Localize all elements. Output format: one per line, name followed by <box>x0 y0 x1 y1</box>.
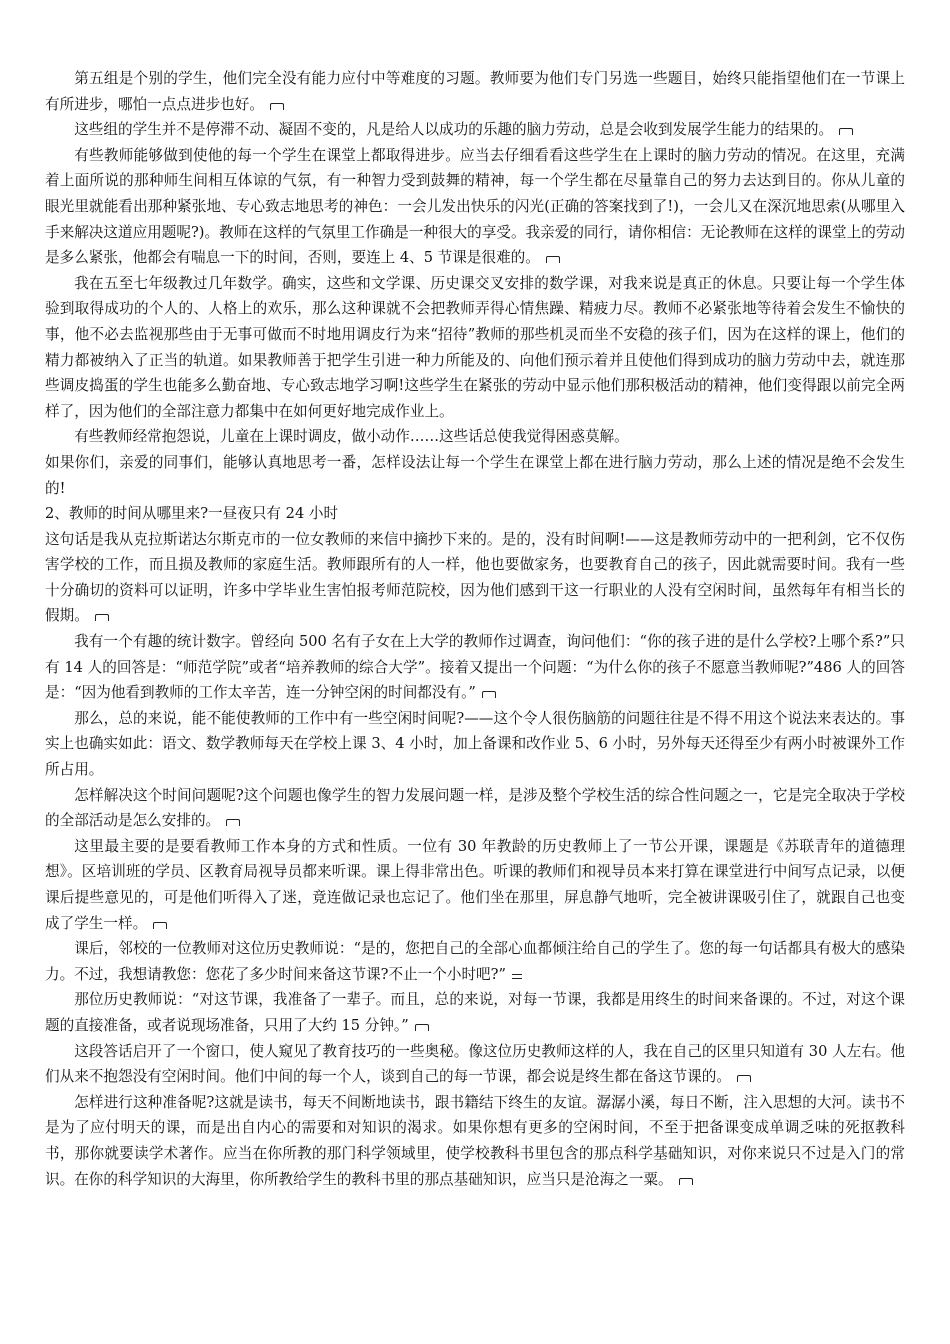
paragraph-text: 我有一个有趣的统计数字。曾经向 500 名有子女在上大学的教师作过调查，询问他们：“你的孩子进的是什么学校?上哪个系?”只有 14 人的回答是：“师范学院”或者“培养教师的综合大学”。接着又提出一个问题：“为什么你的孩子不愿意当教师呢?”486 人的回答是：“因为他看到教师的工作太辛苦，连一分钟空闲的时间都没有。” <box>45 633 905 702</box>
paragraph <box>45 66 905 117</box>
paragraph <box>45 271 905 425</box>
paragraph <box>45 527 905 629</box>
document-page <box>45 66 905 1192</box>
small-return-mark-icon <box>512 970 522 980</box>
return-mark-icon <box>679 1175 693 1185</box>
return-mark-icon <box>226 816 240 826</box>
paragraph <box>45 834 905 936</box>
paragraph <box>45 629 905 706</box>
paragraph <box>45 783 905 834</box>
return-mark-icon <box>737 1072 751 1082</box>
paragraph-text: 怎样进行这种准备呢?这就是读书，每天不间断地读书，跟书籍结下终生的友谊。潺潺小溪，每日不断，注入思想的大河。读书不是为了应付明天的课，而是出自内心的需要和对知识的渴求。如果你想有更多的空闲时间，不至于把备课变成单调乏味的死抠教科书，那你就要读学术著作。应当在你所教的那门科学领域里，使学校教科书里包含的那点科学基础知识，对你来说只不过是入门的常识。在你的科学知识的大海里，你所教给学生的教科书里的那点基础知识，应当只是沧海之一粟。 <box>45 1093 905 1188</box>
paragraph-text: 有些教师经常抱怨说，儿童在上课时调皮，做小动作……这些话总使我觉得困惑莫解。 <box>74 428 629 446</box>
paragraph <box>45 706 905 783</box>
paragraph <box>45 1090 905 1192</box>
paragraph <box>45 424 905 450</box>
paragraph-text: 那位历史教师说：“对这节课，我准备了一辈子。而且，总的来说，对每一节课，我都是用终生的时间来备课的。不过，对这个课题的直接准备，或者说现场准备，只用了大约 15 分钟。” <box>45 991 905 1034</box>
paragraph <box>45 1039 905 1090</box>
paragraph <box>45 987 905 1038</box>
paragraph <box>45 450 905 501</box>
paragraph <box>45 143 905 271</box>
paragraph-text: 这里最主要的是要看教师工作本身的方式和性质。一位有 30 年教龄的历史教师上了一节公开课，课题是《苏联青年的道德理想》。区培训班的学员、区教育局视导员都来听课。课上得非常出色。听课的教师们和视导员本来打算在课堂进行中间写点记录，以便课后提些意见的，可是他们听得入了迷，竟连做记录也忘记了。他们坐在那里，屏息静气地听，完全被讲课吸引住了，就跟自己也变成了学生一样。 <box>45 837 905 932</box>
paragraph <box>45 117 905 143</box>
return-mark-icon <box>153 919 167 929</box>
paragraph-text: 有些教师能够做到使他的每一个学生在课堂上都取得进步。应当去仔细看看这些学生在上课时的脑力劳动的情况。在这里，充满着上面所说的那种师生间相互体谅的气氛，有一种智力受到鼓舞的精神，每一个学生都在尽量靠自己的努力去达到目的。你从儿童的眼光里就能看出那种紧张地、专心致志地思考的神色：一会儿发出快乐的闪光(正确的答案找到了!)，一会儿又在深沉地思索(从哪里入手来解决这道应用题呢?)。教师在这样的气氛里工作确是一种很大的享受。我亲爱的同行，请你相信：无论教师在这样的课堂上的劳动是多么紧张，他都会有喘息一下的时间，否则，要连上 4、5 节课是很难的。 <box>45 146 905 267</box>
paragraph <box>45 936 905 987</box>
return-mark-icon <box>482 688 496 698</box>
paragraph-text: 课后，邻校的一位教师对这位历史教师说：“是的，您把自己的全部心血都倾注给自己的学生了。您的每一句话都具有极大的感染力。不过，我想请教您：您花了多少时间来备这节课?不止一个小时吧?” <box>45 940 905 983</box>
paragraph-text: 这段答话启开了一个窗口，使人窥见了教育技巧的一些奥秘。像这位历史教师这样的人，我在自己的区里只知道有 30 人左右。他们从来不抱怨没有空闲时间。他们中间的每一个人，谈到自己的每一节课，都会说是终生都在备这节课的。 <box>45 1042 905 1086</box>
heading-text: 2、教师的时间从哪里来?一昼夜只有 24 小时 <box>45 505 339 523</box>
section-heading <box>45 501 905 527</box>
return-mark-icon <box>839 125 853 135</box>
paragraph-text: 我在五至七年级教过几年数学。确实，这些和文学课、历史课交叉安排的数学课，对我来说是真正的休息。只要让每一个学生体验到取得成功的个人的、人格上的欢乐，那么这种课就不会把教师弄得心情焦躁、精疲力尽。教师不必紧张地等待着会发生不愉快的事，他不必去监视那些由于无事可做而不时地用调皮行为来“招待”教师的那些机灵而坐不安稳的孩子们，因为在这样的课上，他们的精力都被纳入了正当的轨道。如果教师善于把学生引进一种力所能及的、向他们预示着并且使他们得到成功的脑力劳动中去，就连那些调皮捣蛋的学生也能多么勤奋地、专心致志地学习啊!这些学生在紧张的劳动中显示他们那积极活动的精神，他们变得跟以前完全两样了，因为他们的全部注意力都集中在如何更好地完成作业上。 <box>45 274 905 420</box>
return-mark-icon <box>546 253 560 263</box>
return-mark-icon <box>270 100 284 110</box>
return-mark-icon <box>95 611 109 621</box>
paragraph-text: 这句话是我从克拉斯诺达尔斯克市的一位女教师的来信中摘抄下来的。是的，没有时间啊!——这是教师劳动中的一把利剑，它不仅伤害学校的工作，而且损及教师的家庭生活。教师跟所有的人一样，他也要做家务，也要教育自己的孩子，因此就需要时间。我有一些十分确切的资料可以证明，许多中学毕业生害怕报考师范院校，因为他们感到干这一行职业的人没有空闲时间，虽然每年有相当长的假期。 <box>45 530 905 625</box>
paragraph-text: 如果你们，亲爱的同事们，能够认真地思考一番，怎样设法让每一个学生在课堂上都在进行脑力劳动，那么上述的情况是绝不会发生的! <box>45 453 905 497</box>
return-mark-icon <box>415 1021 429 1031</box>
paragraph-text: 这些组的学生并不是停滞不动、凝固不变的，凡是给人以成功的乐趣的脑力劳动，总是会收到发展学生能力的结果的。 <box>74 121 834 139</box>
paragraph-text: 怎样解决这个时间问题呢?这个问题也像学生的智力发展问题一样，是涉及整个学校生活的综合性问题之一，它是完全取决于学校的全部活动是怎么安排的。 <box>45 786 905 830</box>
paragraph-text: 第五组是个别的学生，他们完全没有能力应付中等难度的习题。教师要为他们专门另选一些题目，始终只能指望他们在一节课上有所进步，哪怕一点点进步也好。 <box>45 70 905 113</box>
paragraph-text: 那么，总的来说，能不能使教师的工作中有一些空闲时间呢?——这个令人很伤脑筋的问题往往是不得不用这个说法来表达的。事实上也确实如此：语文、数学教师每天在学校上课 3、4 小时，加上备课和改作业 5、6 小时，另外每天还得至少有两小时被课外工作所占用。 <box>45 709 905 779</box>
